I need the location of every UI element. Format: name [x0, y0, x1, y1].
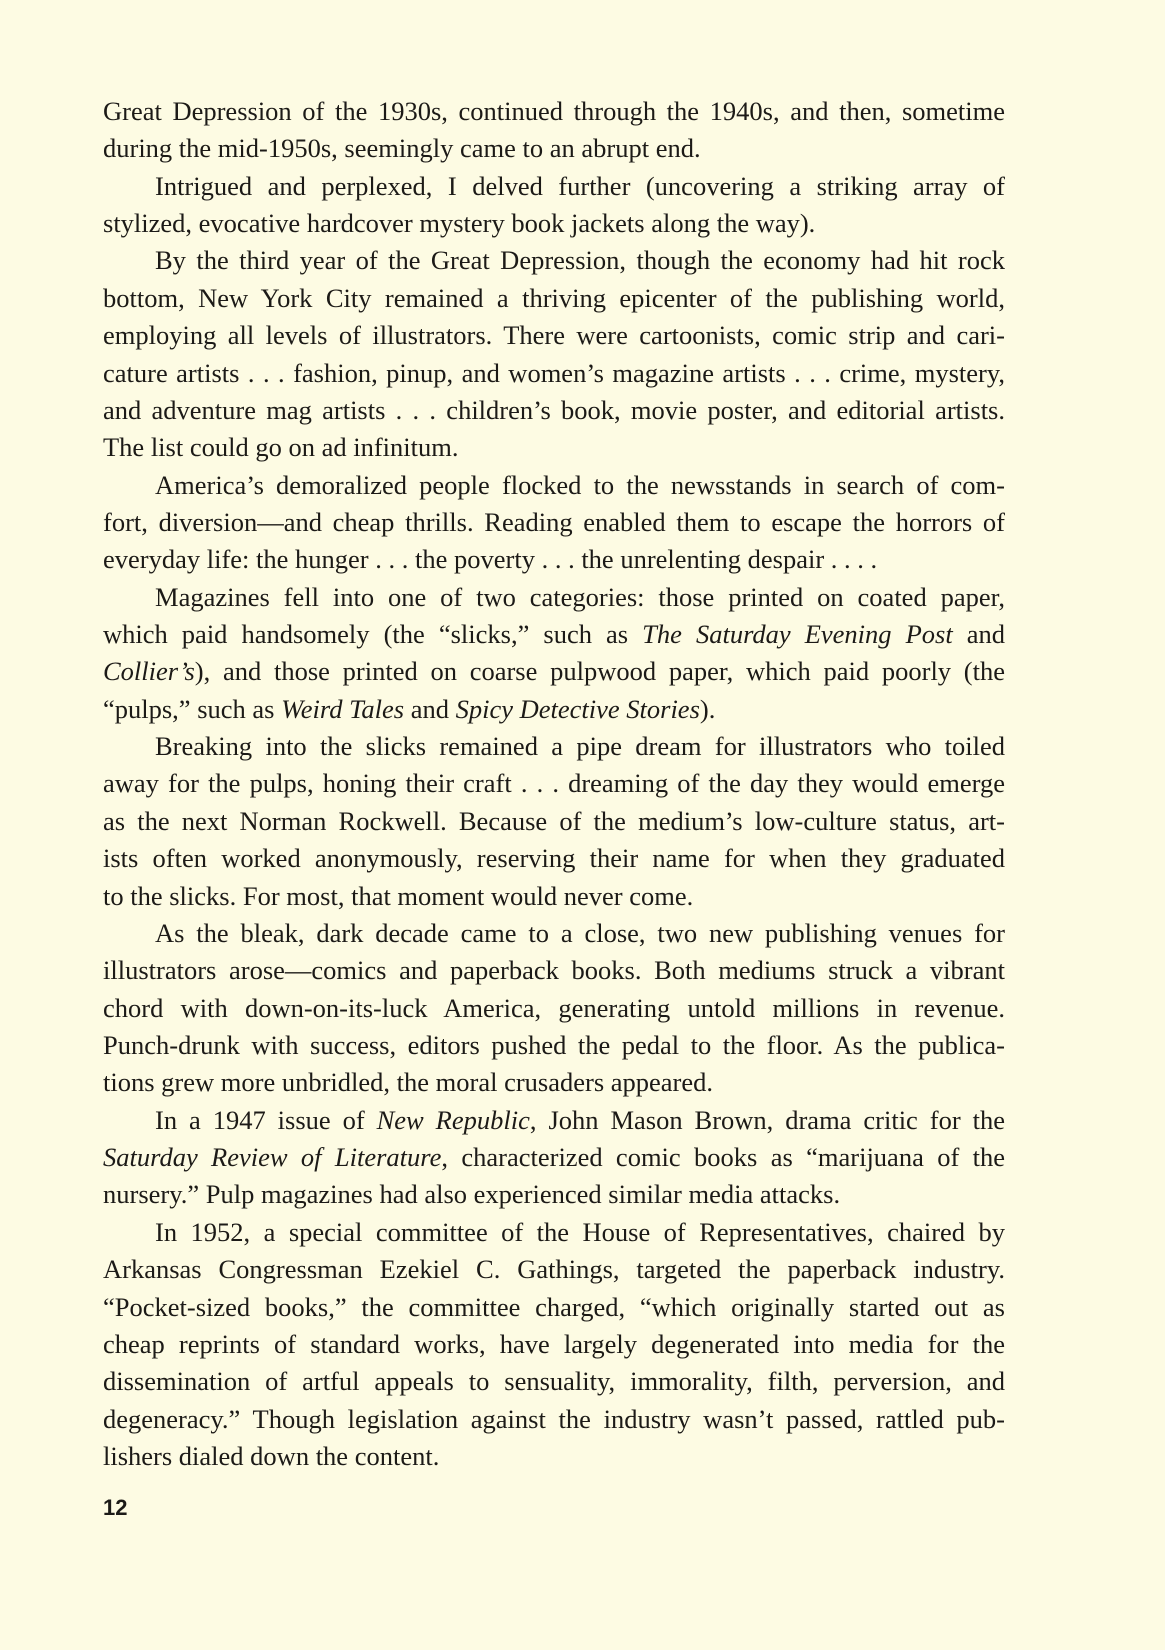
text-line	[103, 168, 1005, 205]
text-line	[103, 803, 1005, 840]
text-run: Intrigued and perplexed, I delved further (uncovering a striking array of	[155, 170, 1005, 201]
text-line	[103, 653, 1005, 690]
text-run: employing all levels of illustrators. There were cartoonists, comic strip and cari-	[103, 320, 1005, 351]
text-line	[103, 317, 1005, 354]
text-run: and adventure mag artists . . . children’s book, movie poster, and editorial artists.	[103, 394, 1005, 425]
text-line	[103, 728, 1005, 765]
text-run: cature artists . . . fashion, pinup, and women’s magazine artists . . . crime, mystery,	[103, 357, 1005, 388]
text-line	[103, 1401, 1005, 1438]
text-line	[103, 952, 1005, 989]
paragraph	[103, 242, 1005, 466]
italic-title: New Republic	[376, 1104, 530, 1135]
body-text	[103, 93, 1005, 1475]
text-line	[103, 429, 1005, 466]
text-line	[103, 1363, 1005, 1400]
text-line	[103, 541, 1005, 578]
text-run: ), and those printed on coarse pulpwood paper, which paid poorly (the	[194, 656, 1005, 687]
text-run: “pulps,” such as	[103, 693, 282, 724]
text-line	[103, 93, 1005, 130]
page-number: 12	[103, 1495, 128, 1520]
text-run: to the slicks. For most, that moment would never come.	[103, 880, 694, 911]
text-line	[103, 616, 1005, 653]
text-run: stylized, evocative hardcover mystery book jackets along the way).	[103, 208, 816, 239]
text-run: degeneracy.” Though legislation against the industry wasn’t passed, rattled pub-	[103, 1403, 1005, 1434]
text-line	[103, 205, 1005, 242]
paragraph	[103, 915, 1005, 1102]
text-run: as the next Norman Rockwell. Because of the medium’s low-culture status, art-	[103, 805, 1005, 836]
text-line	[103, 392, 1005, 429]
text-run: ists often worked anonymously, reserving their name for when they graduated	[103, 843, 1005, 874]
paragraph	[103, 93, 1005, 168]
text-line	[103, 990, 1005, 1027]
text-line	[103, 355, 1005, 392]
italic-title: Weird Tales	[281, 693, 405, 724]
text-run: away for the pulps, honing their craft . . . dreaming of the day they would emerge	[103, 768, 1005, 799]
text-run: and	[404, 693, 456, 724]
text-line	[103, 1289, 1005, 1326]
text-run: America’s demoralized people flocked to the newsstands in search of com-	[155, 469, 1005, 500]
text-run: Great Depression of the 1930s, continued through the 1940s, and then, sometime	[103, 96, 1005, 126]
text-line	[103, 504, 1005, 541]
text-run: which paid handsomely (the “slicks,” such as	[103, 619, 643, 650]
text-run: tions grew more unbridled, the moral crusaders appeared.	[103, 1067, 714, 1098]
italic-title: Collier’s	[103, 656, 195, 687]
text-run: , John Mason Brown, drama critic for the	[529, 1104, 1005, 1135]
text-line	[103, 915, 1005, 952]
text-run: “Pocket-sized books,” the committee charged, “which originally started out as	[103, 1291, 1005, 1322]
italic-title: Spicy Detective Stories	[455, 693, 700, 724]
text-run: As the bleak, dark decade came to a close, two new publishing venues for	[155, 917, 1005, 948]
text-run: ).	[699, 693, 716, 724]
paragraph	[103, 579, 1005, 728]
paragraph	[103, 728, 1005, 915]
text-line	[103, 1251, 1005, 1288]
text-run: The list could go on ad infinitum.	[103, 432, 459, 463]
text-run: during the mid-1950s, seemingly came to an abrupt end.	[103, 133, 701, 164]
paragraph	[103, 1102, 1005, 1214]
text-run: Breaking into the slicks remained a pipe dream for illustrators who toiled	[155, 731, 1005, 762]
text-line	[103, 878, 1005, 915]
text-run: illustrators arose—comics and paperback books. Both mediums struck a vibrant	[103, 955, 1005, 986]
text-run: dissemination of artful appeals to sensuality, immorality, filth, perversion, and	[103, 1366, 1005, 1397]
text-run: fort, diversion—and cheap thrills. Reading enabled them to escape the horrors of	[103, 506, 1005, 537]
text-line	[103, 467, 1005, 504]
text-line	[103, 130, 1005, 167]
text-run: By the third year of the Great Depression, though the economy had hit rock	[155, 245, 1005, 276]
text-run: everyday life: the hunger . . . the poverty . . . the unrelenting despair . . . .	[103, 544, 878, 575]
text-line	[103, 1027, 1005, 1064]
text-line	[103, 840, 1005, 877]
text-run: Arkansas Congressman Ezekiel C. Gathings, targeted the paperback industry.	[103, 1254, 1005, 1285]
paragraph	[103, 168, 1005, 243]
paragraph	[103, 1214, 1005, 1476]
text-line	[103, 280, 1005, 317]
text-line	[103, 1214, 1005, 1251]
text-line	[103, 1102, 1005, 1139]
text-line	[103, 242, 1005, 279]
text-run: and	[952, 619, 1006, 650]
text-run: chord with down-on-its-luck America, generating untold millions in revenue.	[103, 992, 1005, 1023]
text-line	[103, 1139, 1005, 1176]
text-line	[103, 765, 1005, 802]
text-line	[103, 1438, 1005, 1475]
text-run: bottom, New York City remained a thriving epicenter of the publishing world,	[103, 282, 1005, 313]
italic-title: The Saturday Evening Post	[642, 619, 953, 650]
text-run: Punch-drunk with success, editors pushed the pedal to the floor. As the publica-	[103, 1029, 1005, 1060]
text-run: lishers dialed down the content.	[103, 1440, 440, 1471]
text-line	[103, 1326, 1005, 1363]
text-run: In 1952, a special committee of the House of Representatives, chaired by	[155, 1216, 1005, 1247]
text-run: Magazines fell into one of two categories: those printed on coated paper,	[155, 581, 1005, 612]
text-run: , characterized comic books as “marijuana of the	[441, 1142, 1005, 1173]
text-line	[103, 1064, 1005, 1101]
text-run: cheap reprints of standard works, have largely degenerated into media for the	[103, 1328, 1005, 1359]
italic-title: Saturday Review of Literature	[103, 1142, 442, 1173]
text-line	[103, 1176, 1005, 1213]
text-line	[103, 579, 1005, 616]
paragraph	[103, 467, 1005, 579]
text-run: nursery.” Pulp magazines had also experienced similar media attacks.	[103, 1179, 841, 1210]
text-line	[103, 691, 1005, 728]
text-run: In a 1947 issue of	[155, 1104, 377, 1135]
